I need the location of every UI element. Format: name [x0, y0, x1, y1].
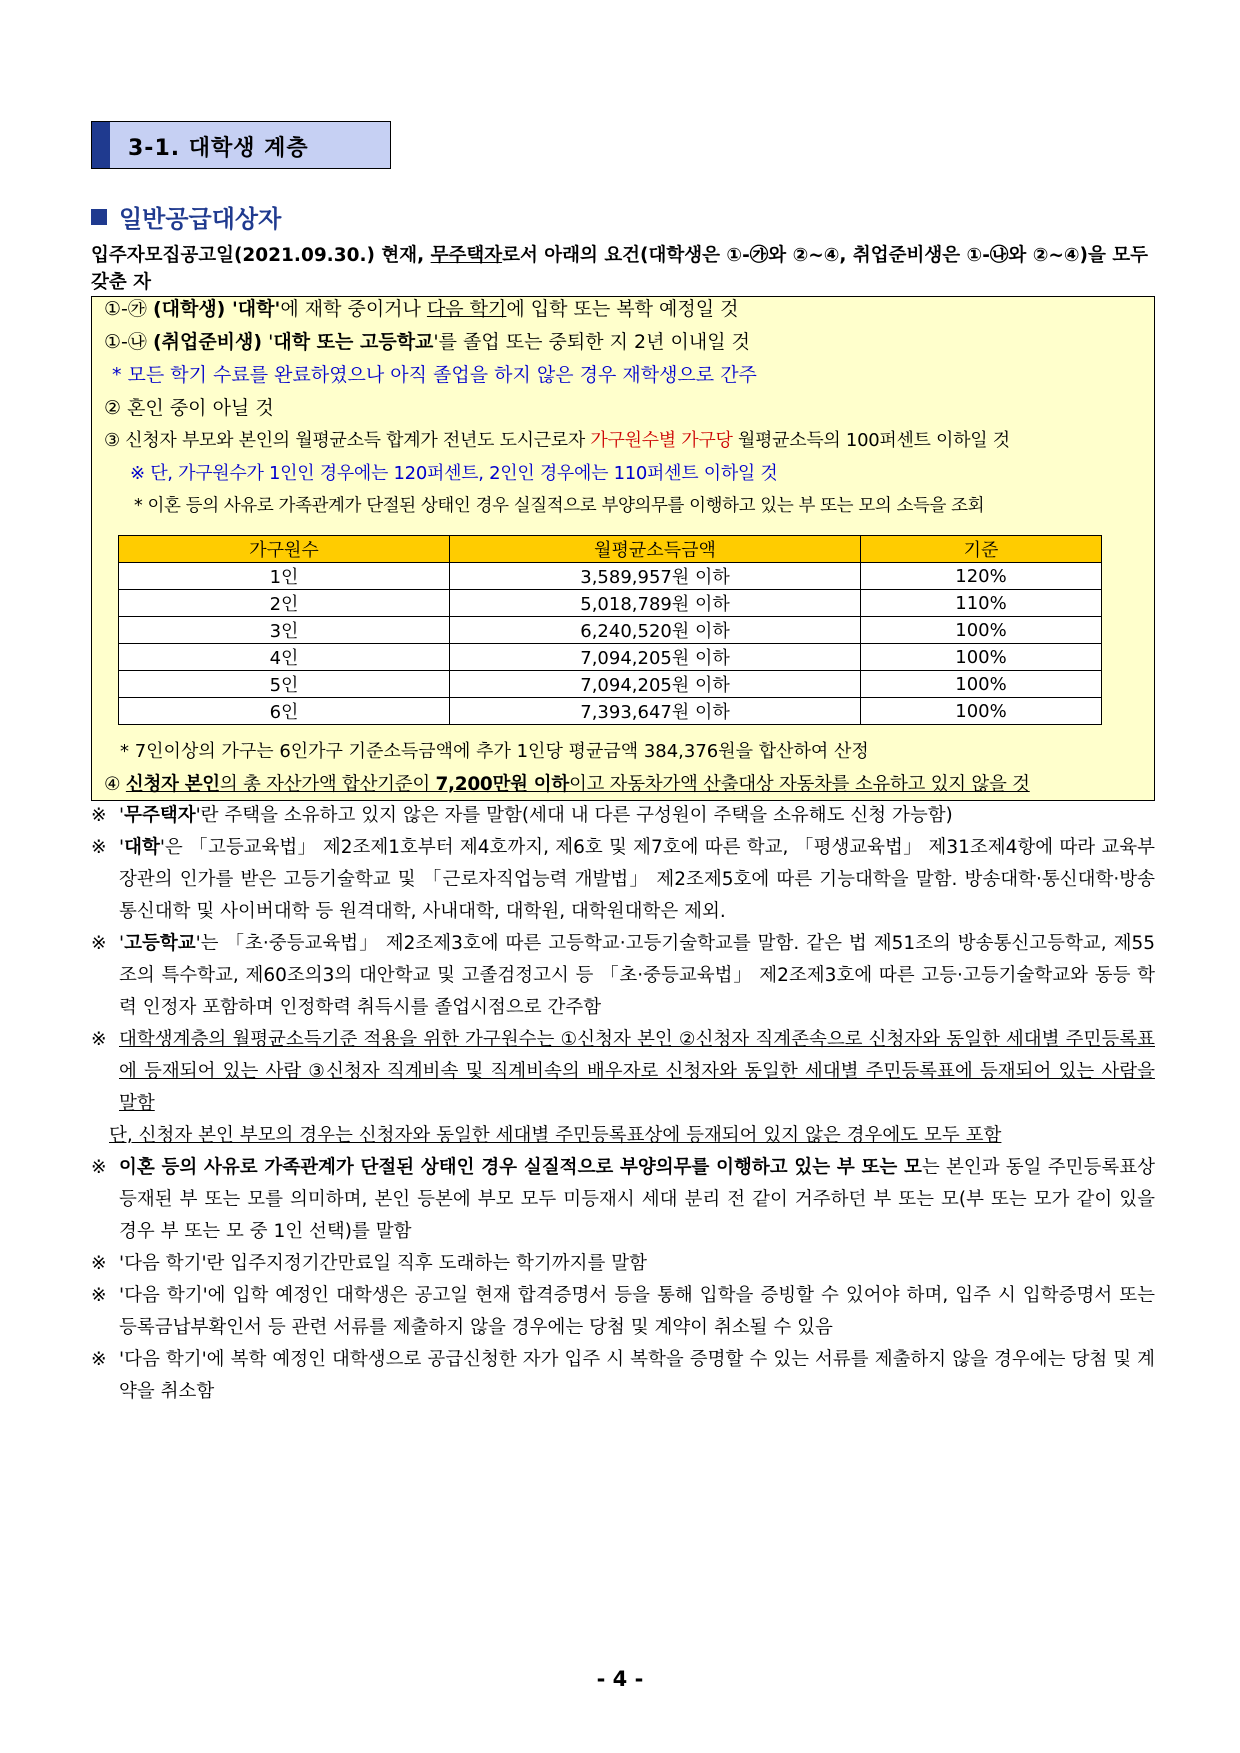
note-highschool: ※ '고등학교'는 「초·중등교육법」 제2조제3호에 따른 고등학교·고등기술학교를 말함. 같은 법 제51조의 방송통신고등학교, 제55조의 특수학교, 제60조의3의 대안학교 및 고졸검정고시 등 「초·중등교육법」 제2조제3호에 따른 고등·고등기술학교와 동등 학력 인정자 포함하며 인정학력 취득시를 졸업시점으로 간주함 — [91, 933, 1155, 1018]
table-header-row — [119, 536, 1102, 563]
table-cell: 100% — [861, 644, 1102, 671]
notes-section — [91, 800, 1155, 1408]
table-row — [119, 563, 1102, 590]
note-return: ※ '다음 학기'에 복학 예정인 대학생으로 공급신청한 자가 입주 시 복학을 증명할 수 있는 서류를 제출하지 않을 경우에는 당첨 및 계약을 취소함 — [91, 1349, 1155, 1402]
note-household: ※ 대학생계층의 월평균소득기준 적용을 위한 가구원수는 ①신청자 본인 ②신청자 직계존속으로 신청자와 동일한 세대별 주민등록표에 등재되어 있는 사람 ③신청자 직계비속 및 직계비속의 배우자로 신청자와 동일한 세대별 주민등록표에 등재되어 있는 사람을 말함 — [91, 1029, 1155, 1114]
intro-paragraph — [91, 242, 1155, 296]
table-cell: 1인 — [119, 563, 450, 590]
table-cell: 4인 — [119, 644, 450, 671]
note-household-exception: 단, 신청자 본인 부모의 경우는 신청자와 동일한 세대별 주민등록표상에 등재되어 있지 않은 경우에도 모두 포함 — [109, 1125, 1002, 1146]
intro-text-underlined: 무주택자 — [430, 245, 503, 266]
note-divorce: ※ 이혼 등의 사유로 가족관계가 단절된 상태인 경우 실질적으로 부양의무를 이행하고 있는 부 또는 모는 본인과 동일 주민등록표상 등재된 부 또는 모를 의미하며, 본인 등본에 부모 모두 미등재시 세대 분리 전 같이 거주하던 부 또는 모(부 또는 모가 같이 있을 경우 부 또는 모 중 1인 선택)를 말함 — [91, 1157, 1155, 1242]
criterion-3: ③ 신청자 부모와 본인의 월평균소득 합계가 전년도 도시근로자 가구원수별 가구당 월평균소득의 100퍼센트 이하일 것 — [104, 430, 1010, 451]
table-row — [119, 617, 1102, 644]
income-table — [118, 535, 1102, 725]
table-cell: 110% — [861, 590, 1102, 617]
table-cell: 7,393,647원 이하 — [450, 698, 861, 725]
section-title: 3-1. 대학생 계층 — [128, 136, 309, 161]
table-header: 기준 — [861, 536, 1102, 563]
criterion-3-note-3: * 7인이상의 가구는 6인가구 기준소득금액에 추가 1인당 평균금액 384,376원을 합산하여 산정 — [120, 741, 869, 762]
table-row — [119, 644, 1102, 671]
table-row — [119, 590, 1102, 617]
note-university: ※ '대학'은 「고등교육법」 제2조제1호부터 제4호까지, 제6호 및 제7호에 따른 학교, 「평생교육법」 제31조제4항에 따라 교육부장관의 인가를 받은 고등기술학교 및 「근로자직업능력 개발법」 제2조제5호에 따른 기능대학을 말함. 방송대학·통신대학·방송통신대학 및 사이버대학 등 원격대학, 사내대학, 대학원, 대학원대학은 제외. — [91, 837, 1155, 922]
heading-text: 일반공급대상자 — [119, 205, 282, 233]
criterion-4: ④ 신청자 본인의 총 자산가액 합산기준이 7,200만원 이하이고 자동차가액 산출대상 자동차를 소유하고 있지 않을 것 — [104, 774, 1030, 795]
table-cell: 5,018,789원 이하 — [450, 590, 861, 617]
table-cell: 7,094,205원 이하 — [450, 671, 861, 698]
note-admission: ※ '다음 학기'에 입학 예정인 대학생은 공고일 현재 합격증명서 등을 통해 입학을 증빙할 수 있어야 하며, 입주 시 입학증명서 또는 등록금납부확인서 등 관련 서류를 제출하지 않을 경우에는 당첨 및 계약이 취소될 수 있음 — [91, 1285, 1155, 1338]
note-homeless: ※ '무주택자'란 주택을 소유하고 있지 않은 자를 말함(세대 내 다른 구성원이 주택을 소유해도 신청 가능함) — [91, 805, 953, 826]
criterion-1-note: * 모든 학기 수료를 완료하였으나 아직 졸업을 하지 않은 경우 재학생으로 간주 — [112, 364, 757, 386]
table-cell: 5인 — [119, 671, 450, 698]
table-cell: 100% — [861, 671, 1102, 698]
table-cell: 6인 — [119, 698, 450, 725]
section-title-box — [91, 121, 391, 169]
table-cell: 2인 — [119, 590, 450, 617]
table-cell: 7,094,205원 이하 — [450, 644, 861, 671]
table-cell: 120% — [861, 563, 1102, 590]
table-cell: 100% — [861, 698, 1102, 725]
criterion-1a: ①-㉮ (대학생) '대학'에 재학 중이거나 다음 학기에 입학 또는 복학 예정일 것 — [104, 298, 739, 320]
square-bullet-icon — [91, 209, 107, 225]
intro-text-2: 로서 아래의 요건(대학생은 ①-㉮와 ②~④, 취업준비생은 ①-㉯와 ②~④)을 모두 갖춘 자 — [91, 245, 1149, 293]
criterion-3-note-2: * 이혼 등의 사유로 가족관계가 단절된 상태인 경우 실질적으로 부양의무를 이행하고 있는 부 또는 모의 소득을 조회 — [134, 496, 985, 516]
criteria-box — [91, 296, 1155, 801]
page-number: - 4 - — [596, 1667, 644, 1691]
table-cell: 6,240,520원 이하 — [450, 617, 861, 644]
heading — [91, 199, 281, 234]
criterion-3-note-1: ※ 단, 가구원수가 1인인 경우에는 120퍼센트, 2인인 경우에는 110퍼센트 이하일 것 — [130, 463, 778, 484]
table-cell: 100% — [861, 617, 1102, 644]
table-row — [119, 698, 1102, 725]
criterion-2: ② 혼인 중이 아닐 것 — [104, 397, 274, 419]
table-cell: 3,589,957원 이하 — [450, 563, 861, 590]
table-cell: 3인 — [119, 617, 450, 644]
section-title-bar — [92, 122, 110, 168]
table-row — [119, 671, 1102, 698]
note-next-semester: ※ '다음 학기'란 입주지정기간만료일 직후 도래하는 학기까지를 말함 — [91, 1253, 647, 1274]
table-header: 가구원수 — [119, 536, 450, 563]
intro-text-1: 입주자모집공고일(2021.09.30.) 현재, — [91, 245, 431, 266]
table-header: 월평균소득금액 — [450, 536, 861, 563]
criterion-1b: ①-㉯ (취업준비생) '대학 또는 고등학교'를 졸업 또는 중퇴한 지 2년 이내일 것 — [104, 331, 750, 353]
